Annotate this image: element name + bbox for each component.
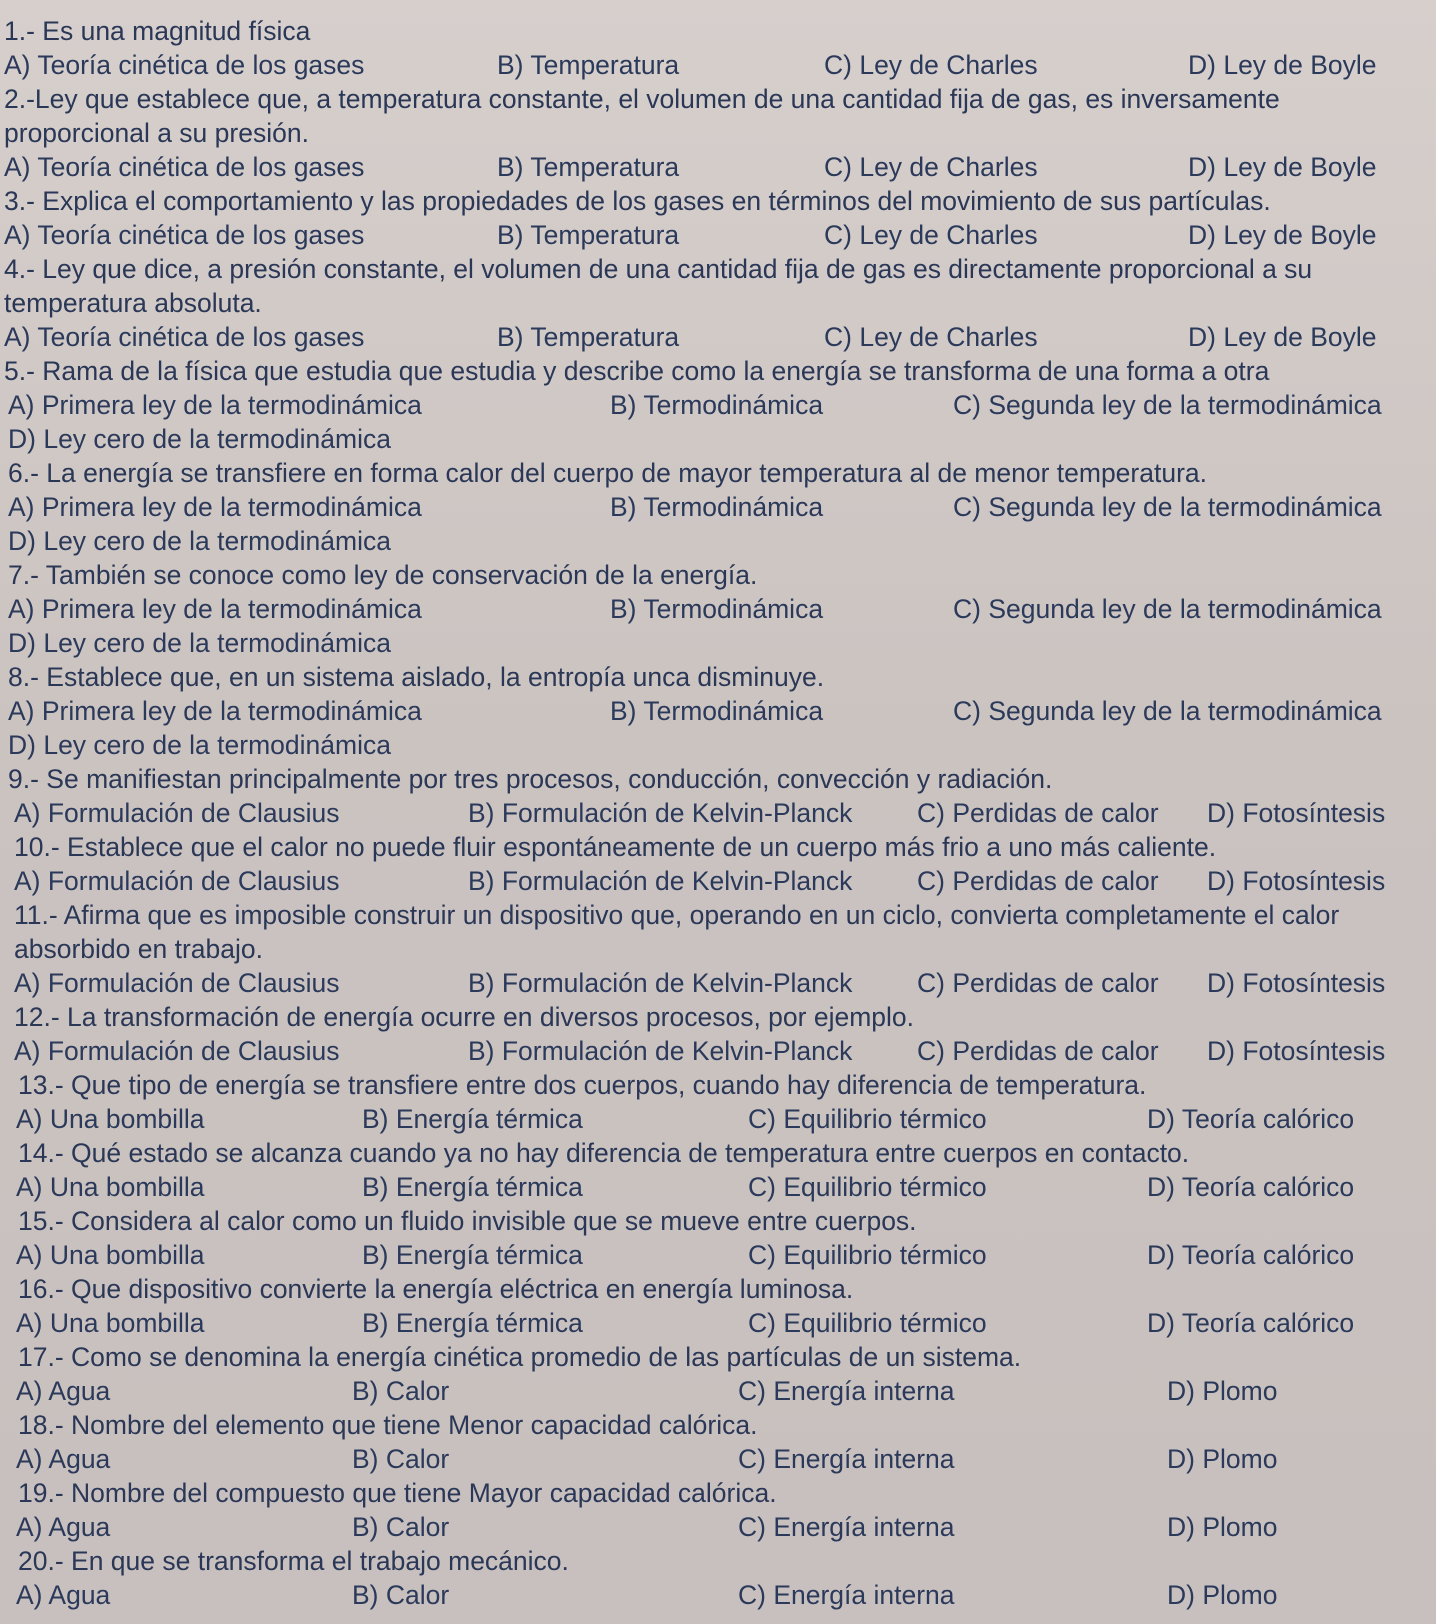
question-text: 13.- Que tipo de energía se transfiere entre dos cuerpos, cuando hay diferencia de temperatura. (18, 1070, 1147, 1100)
option-b: B) Temperatura (497, 152, 680, 182)
option-b: B) Energía térmica (362, 1104, 583, 1134)
option-b: B) Formulación de Kelvin-Planck (468, 798, 853, 828)
question-text: 5.- Rama de la física que estudia que estudia y describe como la energía se transforma de una forma a otra (4, 356, 1270, 386)
option-a: A) Una bombilla (16, 1172, 205, 1202)
option-c: C) Segunda ley de la termodinámica (953, 594, 1382, 624)
option-d: D) Ley cero de la termodinámica (8, 628, 391, 658)
option-d: D) Ley de Boyle (1188, 50, 1377, 80)
question-11 (4, 898, 1428, 1000)
question-17 (4, 1340, 1428, 1408)
question-1 (4, 14, 1428, 82)
options-row (4, 1306, 1428, 1340)
options-row (4, 1102, 1428, 1136)
option-a: A) Formulación de Clausius (14, 798, 340, 828)
option-d: D) Teoría calórico (1147, 1308, 1355, 1338)
option-d: D) Plomo (1167, 1376, 1278, 1406)
option-b: B) Termodinámica (610, 492, 824, 522)
options-row (4, 1238, 1428, 1272)
question-15 (4, 1204, 1428, 1272)
question-7 (4, 558, 1428, 660)
option-c: C) Perdidas de calor (917, 968, 1159, 998)
question-text: 17.- Como se denomina la energía cinética promedio de las partículas de un sistema. (18, 1342, 1022, 1372)
option-a: A) Agua (16, 1512, 111, 1542)
option-a: A) Agua (16, 1580, 111, 1610)
question-text: 10.- Establece que el calor no puede fluir espontáneamente de un cuerpo más frio a uno más caliente. (14, 832, 1217, 862)
option-b: B) Energía térmica (362, 1172, 583, 1202)
option-b: B) Energía térmica (362, 1308, 583, 1338)
option-b: B) Temperatura (497, 50, 680, 80)
option-d: D) Ley cero de la termodinámica (8, 526, 391, 556)
options-row (4, 592, 1428, 626)
question-text: 7.- También se conoce como ley de conservación de la energía. (8, 560, 758, 590)
options-row (4, 1170, 1428, 1204)
option-c: C) Equilibrio térmico (748, 1172, 987, 1202)
question-8 (4, 660, 1428, 762)
option-a: A) Agua (16, 1376, 111, 1406)
question-18 (4, 1408, 1428, 1476)
options-row (4, 864, 1428, 898)
option-a: A) Formulación de Clausius (14, 866, 340, 896)
question-text: 1.- Es una magnitud física (4, 16, 311, 46)
question-16 (4, 1272, 1428, 1340)
option-c: C) Ley de Charles (824, 322, 1038, 352)
question-text: 8.- Establece que, en un sistema aislado, la entropía unca disminuye. (8, 662, 825, 692)
option-b: B) Temperatura (497, 322, 680, 352)
option-b: B) Termodinámica (610, 696, 824, 726)
option-d: D) Teoría calórico (1147, 1104, 1355, 1134)
question-text: 9.- Se manifiestan principalmente por tres procesos, conducción, convección y radiación. (8, 764, 1053, 794)
option-a: A) Una bombilla (16, 1104, 205, 1134)
question-text: 11.- Afirma que es imposible construir un dispositivo que, operando en un ciclo, convierta completamente el calor absorbido en trabajo. (14, 900, 1340, 964)
option-d: D) Ley de Boyle (1188, 152, 1377, 182)
options-row (4, 796, 1428, 830)
question-text: 14.- Qué estado se alcanza cuando ya no hay diferencia de temperatura entre cuerpos en contacto. (18, 1138, 1190, 1168)
options-row (4, 694, 1428, 728)
option-a: A) Primera ley de la termodinámica (8, 594, 422, 624)
question-9 (4, 762, 1428, 830)
option-a: A) Agua (16, 1444, 111, 1474)
option-a: A) Teoría cinética de los gases (4, 50, 365, 80)
option-a: A) Primera ley de la termodinámica (8, 390, 422, 420)
option-b: B) Formulación de Kelvin-Planck (468, 968, 853, 998)
options-row (4, 218, 1428, 252)
option-d: D) Fotosíntesis (1207, 968, 1386, 998)
options-row (4, 490, 1428, 524)
option-c: C) Perdidas de calor (917, 1036, 1159, 1066)
option-c: C) Segunda ley de la termodinámica (953, 492, 1382, 522)
option-d: D) Plomo (1167, 1444, 1278, 1474)
option-d: D) Ley de Boyle (1188, 220, 1377, 250)
option-c: C) Energía interna (738, 1444, 955, 1474)
question-text: 6.- La energía se transfiere en forma calor del cuerpo de mayor temperatura al de menor temperatura. (8, 458, 1208, 488)
option-c: C) Ley de Charles (824, 152, 1038, 182)
options-row (4, 1442, 1428, 1476)
option-d: D) Teoría calórico (1147, 1240, 1355, 1270)
option-d: D) Ley cero de la termodinámica (8, 424, 391, 454)
question-4 (4, 252, 1428, 354)
option-b: B) Temperatura (497, 220, 680, 250)
option-a: A) Una bombilla (16, 1240, 205, 1270)
question-text: 2.-Ley que establece que, a temperatura constante, el volumen de una cantidad fija de gas, es inversamente proporcional a su presión. (4, 84, 1280, 148)
option-d: D) Plomo (1167, 1512, 1278, 1542)
question-text: 19.- Nombre del compuesto que tiene Mayor capacidad calórica. (18, 1478, 777, 1508)
option-c: C) Ley de Charles (824, 50, 1038, 80)
options-row (4, 966, 1428, 1000)
option-c: C) Segunda ley de la termodinámica (953, 390, 1382, 420)
option-a: A) Formulación de Clausius (14, 968, 340, 998)
question-text: 3.- Explica el comportamiento y las propiedades de los gases en términos del movimiento de sus partículas. (4, 186, 1271, 216)
option-c: C) Energía interna (738, 1580, 955, 1610)
options-row (4, 1510, 1428, 1544)
option-d: D) Fotosíntesis (1207, 866, 1386, 896)
option-b: B) Termodinámica (610, 594, 824, 624)
question-6 (4, 456, 1428, 558)
options-row (4, 1578, 1428, 1612)
question-text: 18.- Nombre del elemento que tiene Menor capacidad calórica. (18, 1410, 758, 1440)
option-d: D) Teoría calórico (1147, 1172, 1355, 1202)
option-c: C) Energía interna (738, 1512, 955, 1542)
options-row (4, 320, 1428, 354)
option-c: C) Ley de Charles (824, 220, 1038, 250)
option-b: B) Formulación de Kelvin-Planck (468, 1036, 853, 1066)
option-d: D) Fotosíntesis (1207, 1036, 1386, 1066)
option-d: D) Fotosíntesis (1207, 798, 1386, 828)
question-19 (4, 1476, 1428, 1544)
question-20 (4, 1544, 1428, 1612)
question-text: 4.- Ley que dice, a presión constante, el volumen de una cantidad fija de gas es directamente proporcional a su temperatura absoluta. (4, 254, 1313, 318)
option-a: A) Primera ley de la termodinámica (8, 696, 422, 726)
option-c: C) Energía interna (738, 1376, 955, 1406)
question-2 (4, 82, 1428, 184)
question-10 (4, 830, 1428, 898)
option-b: B) Calor (352, 1376, 450, 1406)
options-row (4, 1034, 1428, 1068)
question-14 (4, 1136, 1428, 1204)
question-text: 16.- Que dispositivo convierte la energía eléctrica en energía luminosa. (18, 1274, 854, 1304)
option-a: A) Primera ley de la termodinámica (8, 492, 422, 522)
option-b: B) Calor (352, 1444, 450, 1474)
option-b: B) Calor (352, 1512, 450, 1542)
option-d: D) Ley de Boyle (1188, 322, 1377, 352)
option-c: C) Perdidas de calor (917, 798, 1159, 828)
option-c: C) Equilibrio térmico (748, 1104, 987, 1134)
option-c: C) Equilibrio térmico (748, 1308, 987, 1338)
options-row (4, 388, 1428, 422)
question-text: 15.- Considera al calor como un fluido invisible que se mueve entre cuerpos. (18, 1206, 917, 1236)
options-row (4, 150, 1428, 184)
option-c: C) Perdidas de calor (917, 866, 1159, 896)
question-3 (4, 184, 1428, 252)
option-c: C) Equilibrio térmico (748, 1240, 987, 1270)
option-a: A) Teoría cinética de los gases (4, 220, 365, 250)
option-d: D) Ley cero de la termodinámica (8, 730, 391, 760)
question-text: 12.- La transformación de energía ocurre en diversos procesos, por ejemplo. (14, 1002, 915, 1032)
option-d: D) Plomo (1167, 1580, 1278, 1610)
option-a: A) Formulación de Clausius (14, 1036, 340, 1066)
option-a: A) Teoría cinética de los gases (4, 152, 365, 182)
option-b: B) Energía térmica (362, 1240, 583, 1270)
options-row (4, 1374, 1428, 1408)
option-b: B) Termodinámica (610, 390, 824, 420)
option-c: C) Segunda ley de la termodinámica (953, 696, 1382, 726)
question-5 (4, 354, 1428, 456)
question-13 (4, 1068, 1428, 1136)
options-row (4, 48, 1428, 82)
question-12 (4, 1000, 1428, 1068)
option-a: A) Teoría cinética de los gases (4, 322, 365, 352)
question-text: 20.- En que se transforma el trabajo mecánico. (18, 1546, 569, 1576)
option-b: B) Calor (352, 1580, 450, 1610)
option-b: B) Formulación de Kelvin-Planck (468, 866, 853, 896)
option-a: A) Una bombilla (16, 1308, 205, 1338)
